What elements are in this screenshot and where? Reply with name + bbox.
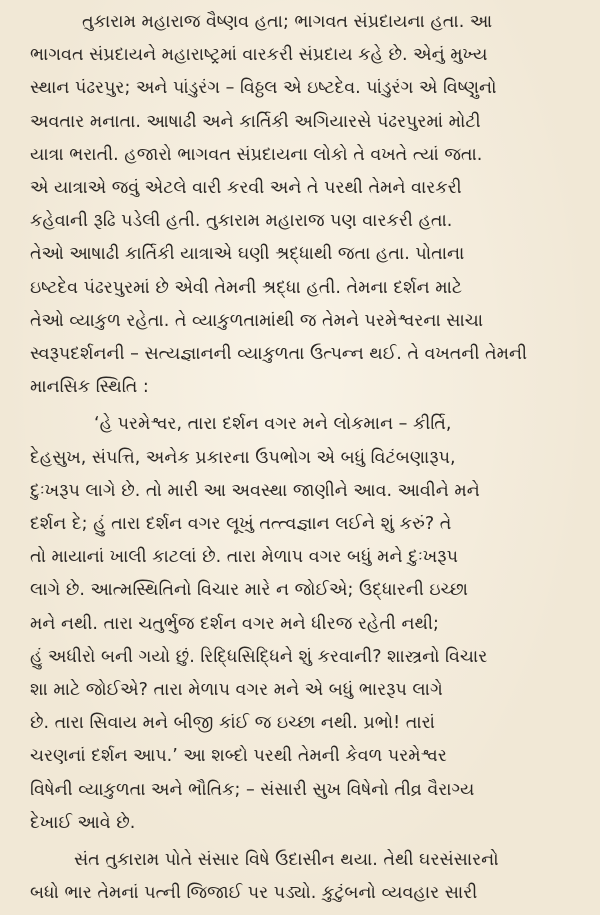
paragraph-1 bbox=[30, 6, 582, 404]
text-line: કહેવાની રૂઢિ પડેલી હતી. તુકારામ મહારાજ પણ વારકરી હતા. bbox=[30, 211, 453, 232]
text-line: હું અધીરો બની ગયો છું. રિદ્ધિસિદ્ધિને શું કરવાની? શાસ્ત્રનો વિચાર bbox=[30, 646, 488, 667]
paragraph-3 bbox=[30, 844, 582, 910]
text-line: વિષેની વ્યાકુળતા અને ભૌતિક; – સંસારી સુખ વિષેનો તીવ્ર વૈરાગ્ય bbox=[30, 779, 475, 800]
text-line: સ્વરૂપદર્શનની – સત્યજ્ઞાનની વ્યાકુળતા ઉત્પન્ન થઈ. તે વખતની તેમની bbox=[30, 344, 528, 365]
text-line: દુઃખરૂપ લાગે છે. તો મારી આ અવસ્થા જાણીને આવ. આવીને મને bbox=[30, 480, 480, 501]
text-line: સ્થાન પંઢરપુર; અને પાંડુરંગ – વિઠ્ઠલ એ ઇષ્ટદેવ. પાંડુરંગ એ વિષ્ણુનો bbox=[30, 78, 497, 99]
text-line: એ યાત્રાએ જવું એટલે વારી કરવી અને તે પરથી તેમને વારકરી bbox=[30, 178, 462, 199]
body-text bbox=[30, 6, 582, 910]
text-line: મને નથી. તારા ચતુર્ભુજ દર્શન વગર મને ધીરજ રહેતી નથી; bbox=[30, 613, 439, 634]
text-line: તેઓ વ્યાકુળ રહેતા. તે વ્યાકુળતામાંથી જ તેમને પરમેશ્વરના સાચા bbox=[30, 310, 484, 331]
text-line: દેખાઈ આવે છે. bbox=[30, 812, 136, 833]
text-line: ભાગવત સંપ્રદાયને મહારાષ્ટ્રમાં વારકરી સંપ્રદાય કહે છે. એનું મુખ્ય bbox=[30, 45, 488, 66]
text-line: ‘હે પરમેશ્વર, તારા દર્શન વગર મને લોકમાન – કીર્તિ, bbox=[94, 414, 452, 435]
text-line: બધો ભાર તેમનાં પત્ની જિજાઈ પર પડ્યો. કુટુંબનો વ્યવહાર સારી bbox=[30, 883, 478, 904]
text-line: ઇષ્ટદેવ પંઢરપુરમાં છે એવી તેમની શ્રદ્ધા હતી. તેમના દર્શન માટે bbox=[30, 277, 463, 298]
text-line: તો માયાનાં ખાલી કાટલાં છે. તારા મેળાપ વગર બધું મને દુઃખરૂપ bbox=[30, 547, 458, 568]
text-line: માનસિક સ્થિતિ : bbox=[30, 377, 149, 398]
text-line: દેહસુખ, સંપત્તિ, અનેક પ્રકારના ઉપભોગ એ બધું વિટંબણારૂપ, bbox=[30, 447, 456, 468]
text-line: શા માટે જોઈએ? તારા મેળાપ વગર મને એ બધું ભારરૂપ લાગે bbox=[30, 680, 443, 701]
text-line: દર્શન દે; હું તારા દર્શન વગર લૂખું તત્ત્વજ્ઞાન લઈને શું કરું? તે bbox=[30, 514, 452, 535]
text-line: તુકારામ મહારાજ વૈષ્ણવ હતા; ભાગવત સંપ્રદાયના હતા. આ bbox=[82, 12, 493, 32]
text-line: છે. તારા સિવાય મને બીજી કાંઈ જ ઇચ્છા નથી. પ્રભો! તારાં bbox=[30, 713, 435, 734]
text-line: અવતાર મનાતા. આષાઢી અને કાર્તિકી અગિયારસે પંઢરપુરમાં મોટી bbox=[30, 111, 481, 132]
text-line: તેઓ આષાઢી કાર્તિકી યાત્રાએ ઘણી શ્રદ્ધાથી જતા હતા. પોતાના bbox=[30, 244, 465, 265]
text-line: ચરણનાં દર્શન આપ.’ આ શબ્દો પરથી તેમની કેવળ પરમેશ્વર bbox=[30, 746, 447, 767]
text-line: સંત તુકારામ પોતે સંસાર વિષે ઉદાસીન થયા. તેથી ઘરસંસારનો bbox=[74, 850, 499, 871]
text-line: લાગે છે. આત્મસ્થિતિનો વિચાર મારે ન જોઈએ; ઉદ્ધારની ઇચ્છા bbox=[30, 580, 468, 601]
text-line: યાત્રા ભરાતી. હજારો ભાગવત સંપ્રદાયના લોકો તે વખતે ત્યાં જતા. bbox=[30, 144, 483, 165]
paragraph-2-quote bbox=[30, 408, 582, 840]
